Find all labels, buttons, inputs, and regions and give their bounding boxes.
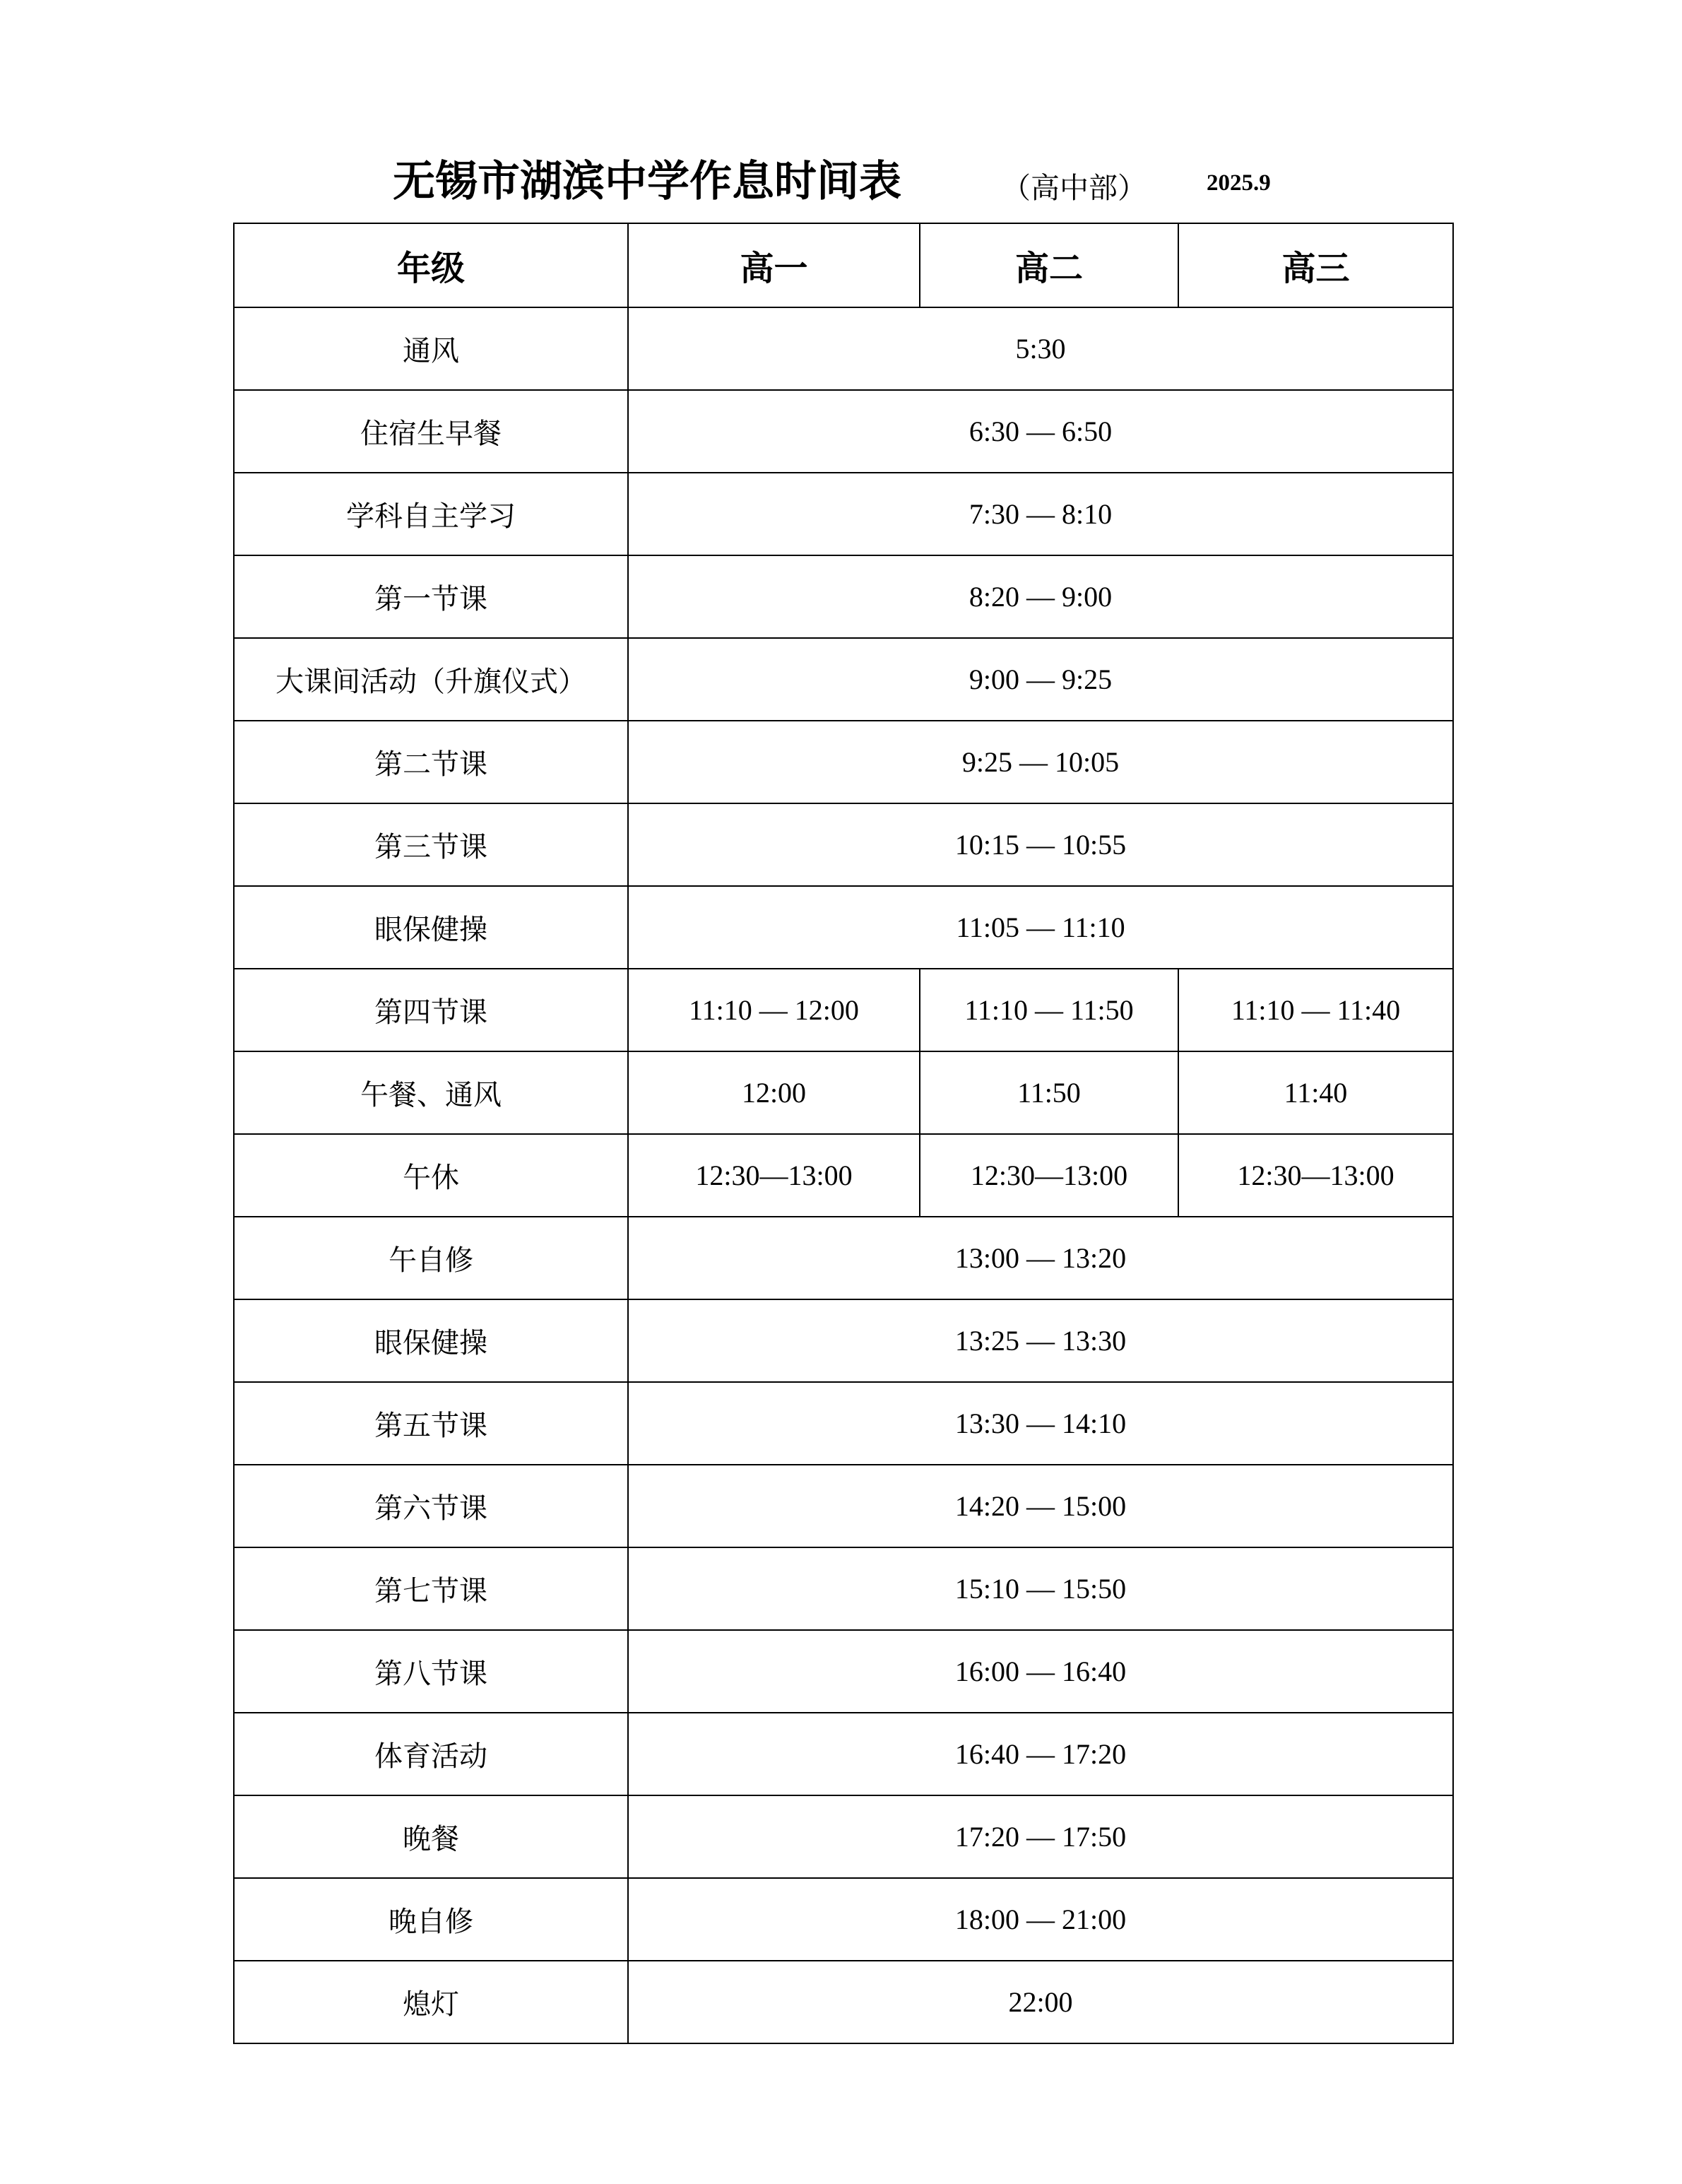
row-label: 学科自主学习 [234, 473, 628, 555]
row-time-grade-1: 12:00 [628, 1051, 920, 1134]
title-main: 无锡市湖滨中学作息时间表 [393, 157, 901, 206]
title-subtitle: （高中部） [1002, 171, 1147, 205]
header-row [234, 223, 1453, 307]
row-time-grade-3: 11:40 [1178, 1051, 1453, 1134]
row-time: 8:20 — 9:00 [628, 555, 1453, 638]
row-label: 眼保健操 [234, 886, 628, 969]
table-row [234, 1630, 1453, 1713]
row-label: 第六节课 [234, 1465, 628, 1547]
row-label: 大课间活动（升旗仪式） [234, 638, 628, 721]
table-row [234, 638, 1453, 721]
table-row [234, 307, 1453, 390]
table-row [234, 1961, 1453, 2043]
row-time: 22:00 [628, 1961, 1453, 2043]
table-row [234, 1299, 1453, 1382]
row-time: 14:20 — 15:00 [628, 1465, 1453, 1547]
row-time: 10:15 — 10:55 [628, 803, 1453, 886]
table-row [234, 1713, 1453, 1795]
row-label: 第二节课 [234, 721, 628, 803]
table-row [234, 473, 1453, 555]
row-time: 9:00 — 9:25 [628, 638, 1453, 721]
document-title [0, 138, 1682, 216]
table-row [234, 886, 1453, 969]
row-label: 第八节课 [234, 1630, 628, 1713]
row-time: 16:40 — 17:20 [628, 1713, 1453, 1795]
row-time: 16:00 — 16:40 [628, 1630, 1453, 1713]
row-time-grade-3: 11:10 — 11:40 [1178, 969, 1453, 1051]
row-time: 13:00 — 13:20 [628, 1217, 1453, 1299]
table-row [234, 1217, 1453, 1299]
schedule-table [233, 223, 1454, 2044]
row-label: 第三节课 [234, 803, 628, 886]
header-grade-2: 高二 [920, 223, 1178, 307]
table-row [234, 1878, 1453, 1961]
row-label: 晚餐 [234, 1795, 628, 1878]
row-label: 第七节课 [234, 1547, 628, 1630]
row-time-grade-1: 11:10 — 12:00 [628, 969, 920, 1051]
row-time: 7:30 — 8:10 [628, 473, 1453, 555]
row-label: 住宿生早餐 [234, 390, 628, 473]
row-time-grade-3: 12:30—13:00 [1178, 1134, 1453, 1217]
row-time-grade-2: 12:30—13:00 [920, 1134, 1178, 1217]
table-row [234, 969, 1453, 1051]
table-row [234, 721, 1453, 803]
row-label: 午自修 [234, 1217, 628, 1299]
row-label: 午餐、通风 [234, 1051, 628, 1134]
table-row [234, 1547, 1453, 1630]
table-row [234, 555, 1453, 638]
row-label: 第五节课 [234, 1382, 628, 1465]
row-time: 13:25 — 13:30 [628, 1299, 1453, 1382]
row-time: 13:30 — 14:10 [628, 1382, 1453, 1465]
row-time: 9:25 — 10:05 [628, 721, 1453, 803]
row-time: 5:30 [628, 307, 1453, 390]
row-label: 眼保健操 [234, 1299, 628, 1382]
title-date: 2025.9 [1207, 170, 1271, 196]
row-label: 第四节课 [234, 969, 628, 1051]
row-time: 6:30 — 6:50 [628, 390, 1453, 473]
row-label: 熄灯 [234, 1961, 628, 2043]
table-row [234, 1465, 1453, 1547]
row-label: 体育活动 [234, 1713, 628, 1795]
row-time: 17:20 — 17:50 [628, 1795, 1453, 1878]
header-grade: 年级 [234, 223, 628, 307]
table-row [234, 803, 1453, 886]
header-grade-1: 高一 [628, 223, 920, 307]
row-time-grade-1: 12:30—13:00 [628, 1134, 920, 1217]
row-label: 晚自修 [234, 1878, 628, 1961]
row-label: 通风 [234, 307, 628, 390]
row-time: 18:00 — 21:00 [628, 1878, 1453, 1961]
table-row [234, 390, 1453, 473]
header-grade-3: 高三 [1178, 223, 1453, 307]
row-time: 11:05 — 11:10 [628, 886, 1453, 969]
row-time-grade-2: 11:10 — 11:50 [920, 969, 1178, 1051]
table-row [234, 1382, 1453, 1465]
table-row [234, 1051, 1453, 1134]
table-row [234, 1795, 1453, 1878]
row-label: 午休 [234, 1134, 628, 1217]
table-row [234, 1134, 1453, 1217]
row-time-grade-2: 11:50 [920, 1051, 1178, 1134]
row-label: 第一节课 [234, 555, 628, 638]
row-time: 15:10 — 15:50 [628, 1547, 1453, 1630]
